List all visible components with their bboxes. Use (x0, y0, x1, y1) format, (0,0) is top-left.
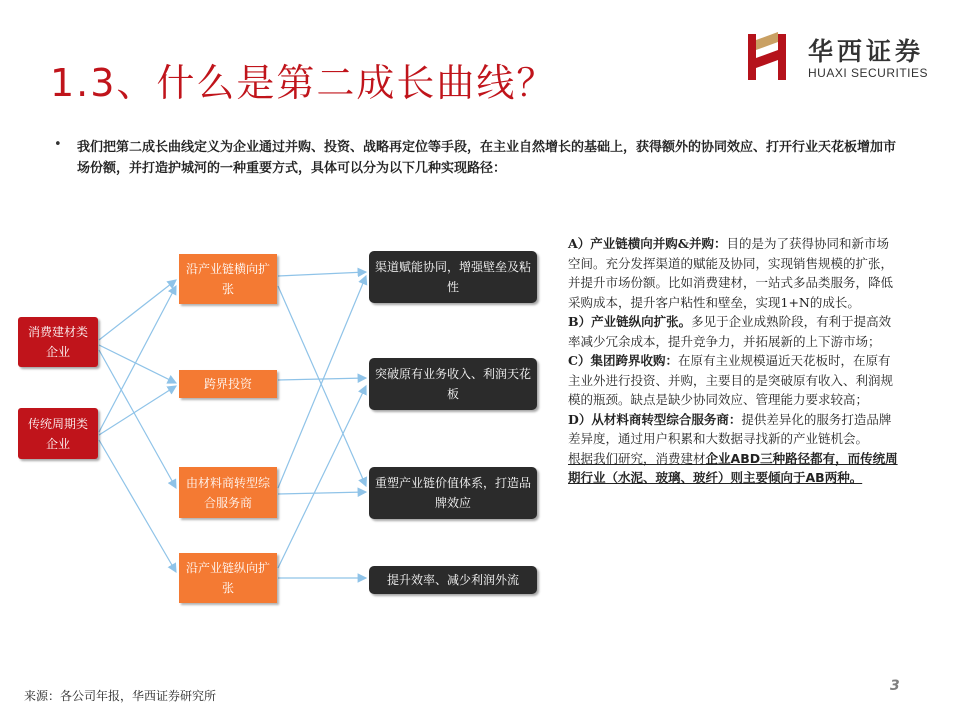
path-vertical-expansion: 沿产业链纵向扩张 (179, 553, 277, 603)
conclusion-bold: 企业ABD三种路径都有，而传统周期行业（水泥、玻璃、玻纤）则主要倾向于AB两种。 (568, 450, 898, 485)
page-title: 1.3、什么是第二成长曲线？ (50, 61, 557, 105)
arrow-line (278, 272, 366, 276)
intro-text: 我们把第二成长曲线定义为企业通过并购、投资、战略再定位等手段，在主业自然增长的基础上，获得额外的协同效应、打开行业天花板增加市场份额，并打造护城河的一种重要方式，具体可以分为以下几种实现路径： (77, 140, 897, 176)
page-number: 3 (890, 678, 900, 694)
desc-c (568, 351, 898, 410)
arrow-line (278, 492, 366, 494)
outcome-channel-synergy: 渠道赋能协同，增强壁垒及粘性 (369, 251, 537, 303)
desc-d-body: 提供差异化的服务打造品牌差异度，通过用户积累和大数据寻找新的产业链机会。 (568, 411, 892, 446)
path-horizontal-expansion: 沿产业链横向扩张 (179, 254, 277, 304)
arrow-line (99, 440, 176, 572)
conclusion (568, 449, 898, 488)
arrow-line (99, 280, 176, 340)
desc-b (568, 312, 898, 351)
outcome-efficiency: 提升效率、减少利润外流 (369, 566, 537, 594)
source-consumer-building-materials: 消费建材类企业 (18, 317, 98, 367)
desc-c-body: 在原有主业规模逼近天花板时，在原有主业外进行投资、并购，主要目的是突破原有收入、利润规模的瓶颈。缺点是缺少协同效应、管理能力要求较高； (568, 353, 894, 407)
outcome-value-chain-brand: 重塑产业链价值体系，打造品牌效应 (369, 467, 537, 519)
logo-english-name: HUAXI SECURITIES (808, 66, 929, 80)
desc-a (568, 234, 898, 312)
desc-a-body: 目的是为了获得协同和新市场空间。充分发挥渠道的赋能及协同，实现销售规模的扩张，并提升市场份额。比如消费建材，一站式多品类服务，降低采购成本，提升客户粘性和壁垒，实现1+N的成长。 (568, 236, 894, 310)
desc-b-head: B）产业链纵向扩张。 (568, 314, 692, 329)
source-note: 来源：各公司年报，华西证券研究所 (24, 689, 217, 703)
outcome-break-ceiling: 突破原有业务收入、利润天花板 (369, 358, 537, 410)
desc-c-head: C）集团跨界收购： (568, 353, 678, 368)
arrow-line (99, 350, 176, 488)
conclusion-lead: 根据我们研究，消费建材 (568, 450, 706, 466)
path-descriptions (568, 234, 898, 488)
desc-d (568, 410, 898, 449)
desc-a-head: A）产业链横向并购&并购： (568, 236, 727, 251)
desc-b-body: 多见于企业成熟阶段，有利于提高效率减少冗余成本，提升竞争力，并拓展新的上下游市场； (568, 314, 892, 349)
logo-chinese-name: 华西证券 (808, 37, 925, 66)
source-traditional-cyclical: 传统周期类企业 (18, 408, 98, 459)
arrow-line (278, 386, 366, 568)
desc-d-head: D）从材料商转型综合服务商： (568, 411, 742, 427)
path-material-to-service: 由材料商转型综合服务商 (179, 467, 277, 518)
arrow-line (278, 378, 366, 380)
bullet-icon: • (54, 137, 62, 152)
arrow-line (99, 345, 176, 383)
path-cross-industry-investment: 跨界投资 (179, 370, 277, 398)
